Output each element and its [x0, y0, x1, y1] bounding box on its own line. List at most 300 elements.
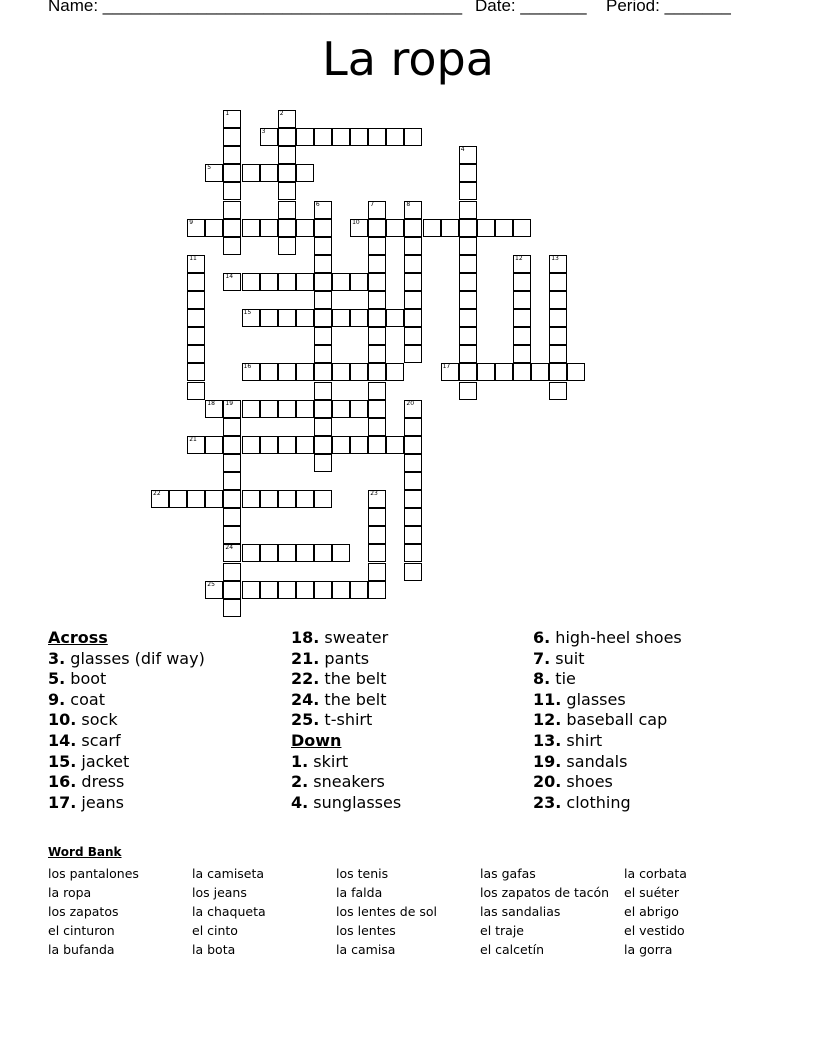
- clue-number: 12.: [533, 710, 562, 730]
- clue-item: [533, 628, 682, 649]
- word-bank-item: la bufanda: [48, 942, 115, 957]
- word-bank-item: las gafas: [480, 866, 536, 881]
- clues-column-1: [48, 628, 205, 813]
- grid-cell[interactable]: [223, 237, 241, 255]
- grid-cell[interactable]: [278, 219, 296, 237]
- grid-cell[interactable]: [368, 508, 386, 526]
- clue-number: 2.: [291, 772, 309, 792]
- grid-cell[interactable]: [386, 219, 404, 237]
- clue-number: 8.: [533, 669, 551, 689]
- clue-number: 1: [225, 110, 230, 117]
- clue-item: [533, 772, 682, 793]
- grid-cell[interactable]: [278, 436, 296, 454]
- grid-cell[interactable]: [350, 309, 368, 327]
- grid-cell[interactable]: [223, 201, 241, 219]
- grid-cell[interactable]: [278, 237, 296, 255]
- grid-cell[interactable]: [278, 363, 296, 381]
- grid-cell[interactable]: [314, 418, 332, 436]
- word-bank-item: la corbata: [624, 866, 687, 881]
- grid-cell[interactable]: [242, 436, 260, 454]
- grid-cell[interactable]: [151, 490, 169, 508]
- grid-cell[interactable]: [260, 219, 278, 237]
- grid-cell[interactable]: [278, 146, 296, 164]
- clue-number: 22.: [291, 669, 320, 689]
- grid-cell[interactable]: [223, 146, 241, 164]
- grid-cell[interactable]: [314, 581, 332, 599]
- clue-text: sweater: [319, 628, 389, 647]
- grid-cell[interactable]: [187, 382, 205, 400]
- grid-cell[interactable]: [459, 382, 477, 400]
- grid-cell[interactable]: [187, 273, 205, 291]
- grid-cell[interactable]: [205, 490, 223, 508]
- grid-cell[interactable]: [404, 219, 422, 237]
- grid-cell[interactable]: [278, 309, 296, 327]
- grid-cell[interactable]: [242, 309, 260, 327]
- clue-number: 14: [225, 272, 234, 280]
- grid-cell[interactable]: [223, 418, 241, 436]
- clue-item: [291, 793, 401, 814]
- grid-cell[interactable]: [314, 201, 332, 219]
- grid-cell[interactable]: [495, 219, 513, 237]
- grid-cell[interactable]: [404, 400, 422, 418]
- grid-cell[interactable]: [296, 273, 314, 291]
- grid-cell[interactable]: [404, 128, 422, 146]
- grid-cell[interactable]: [314, 255, 332, 273]
- clue-item: [533, 752, 682, 773]
- grid-cell[interactable]: [549, 309, 567, 327]
- grid-cell[interactable]: [314, 309, 332, 327]
- grid-cell[interactable]: [368, 219, 386, 237]
- grid-cell[interactable]: [350, 400, 368, 418]
- clue-heading: Across: [48, 628, 108, 647]
- grid-cell[interactable]: [386, 309, 404, 327]
- grid-cell[interactable]: [278, 544, 296, 562]
- grid-cell[interactable]: [314, 291, 332, 309]
- grid-cell[interactable]: [278, 110, 296, 128]
- grid-cell[interactable]: [332, 363, 350, 381]
- grid-cell[interactable]: [205, 219, 223, 237]
- grid-cell[interactable]: [368, 490, 386, 508]
- grid-cell[interactable]: [368, 418, 386, 436]
- grid-cell[interactable]: [296, 219, 314, 237]
- grid-cell[interactable]: [278, 490, 296, 508]
- grid-cell[interactable]: [477, 219, 495, 237]
- clue-number: 5.: [48, 669, 66, 689]
- grid-cell[interactable]: [260, 128, 278, 146]
- grid-cell[interactable]: [386, 363, 404, 381]
- grid-cell[interactable]: [477, 363, 495, 381]
- grid-cell[interactable]: [296, 581, 314, 599]
- grid-cell[interactable]: [513, 291, 531, 309]
- clue-number: 17.: [48, 792, 77, 812]
- grid-cell[interactable]: [423, 219, 441, 237]
- grid-cell[interactable]: [223, 273, 241, 291]
- grid-cell[interactable]: [187, 327, 205, 345]
- word-bank: [48, 864, 768, 959]
- grid-cell[interactable]: [513, 363, 531, 381]
- clue-number: 12: [515, 254, 523, 262]
- clue-text: sunglasses: [308, 792, 402, 812]
- grid-cell[interactable]: [404, 526, 422, 544]
- grid-cell[interactable]: [368, 436, 386, 454]
- word-bank-item: los pantalones: [48, 866, 139, 881]
- grid-cell[interactable]: [404, 508, 422, 526]
- grid-cell[interactable]: [332, 544, 350, 562]
- grid-cell[interactable]: [314, 454, 332, 472]
- grid-cell[interactable]: [332, 400, 350, 418]
- grid-cell[interactable]: [223, 128, 241, 146]
- grid-cell[interactable]: [368, 291, 386, 309]
- grid-cell[interactable]: [314, 400, 332, 418]
- grid-cell[interactable]: [404, 291, 422, 309]
- clue-text: the belt: [319, 689, 387, 709]
- clue-number: 25.: [291, 710, 320, 730]
- word-bank-item: la camisa: [336, 942, 396, 957]
- grid-cell[interactable]: [368, 345, 386, 363]
- clue-item: [291, 752, 401, 773]
- grid-cell[interactable]: [368, 273, 386, 291]
- clue-item: [533, 690, 682, 711]
- clue-number: 23: [370, 490, 378, 498]
- clue-text: pants: [319, 648, 370, 668]
- grid-cell[interactable]: [513, 255, 531, 273]
- word-bank-item: los tenis: [336, 866, 389, 881]
- clue-text: glasses: [561, 689, 626, 709]
- grid-cell[interactable]: [223, 599, 241, 617]
- grid-cell[interactable]: [404, 472, 422, 490]
- clue-number: 11.: [533, 689, 562, 709]
- grid-cell[interactable]: [242, 581, 260, 599]
- grid-cell[interactable]: [459, 327, 477, 345]
- grid-cell[interactable]: [260, 436, 278, 454]
- grid-cell[interactable]: [368, 128, 386, 146]
- grid-cell[interactable]: [404, 418, 422, 436]
- grid-cell[interactable]: [368, 309, 386, 327]
- grid-cell[interactable]: [404, 436, 422, 454]
- grid-cell[interactable]: [549, 327, 567, 345]
- grid-cell[interactable]: [314, 345, 332, 363]
- grid-cell[interactable]: [314, 219, 332, 237]
- grid-cell[interactable]: [242, 164, 260, 182]
- grid-cell[interactable]: [314, 382, 332, 400]
- grid-cell[interactable]: [278, 201, 296, 219]
- grid-cell[interactable]: [350, 363, 368, 381]
- grid-cell[interactable]: [187, 345, 205, 363]
- grid-cell[interactable]: [314, 327, 332, 345]
- grid-cell[interactable]: [404, 237, 422, 255]
- grid-cell[interactable]: [314, 128, 332, 146]
- word-bank-item: la camiseta: [192, 866, 265, 881]
- grid-cell[interactable]: [205, 400, 223, 418]
- clue-number: 10.: [48, 710, 77, 730]
- grid-cell[interactable]: [223, 182, 241, 200]
- grid-cell[interactable]: [332, 128, 350, 146]
- clue-item: [48, 731, 205, 752]
- grid-cell[interactable]: [314, 490, 332, 508]
- clue-number: 18.: [291, 628, 320, 647]
- name-field[interactable]: Name: ______________________________________: [48, 0, 463, 15]
- grid-cell[interactable]: [260, 400, 278, 418]
- grid-cell[interactable]: [223, 436, 241, 454]
- clue-number: 22: [153, 490, 161, 498]
- grid-cell[interactable]: [459, 273, 477, 291]
- grid-cell[interactable]: [187, 363, 205, 381]
- grid-cell[interactable]: [404, 255, 422, 273]
- grid-cell[interactable]: [368, 581, 386, 599]
- clue-number: 16.: [48, 772, 77, 792]
- clue-number: 19.: [533, 751, 562, 771]
- grid-cell[interactable]: [278, 400, 296, 418]
- grid-cell[interactable]: [368, 237, 386, 255]
- grid-cell[interactable]: [513, 219, 531, 237]
- grid-cell[interactable]: [223, 544, 241, 562]
- grid-cell[interactable]: [187, 490, 205, 508]
- clue-text: coat: [65, 689, 105, 709]
- clue-item: [48, 649, 205, 670]
- word-bank-item: la gorra: [624, 942, 673, 957]
- clue-heading: Down: [291, 730, 342, 750]
- grid-cell[interactable]: [368, 526, 386, 544]
- clue-text: suit: [550, 648, 585, 668]
- grid-cell[interactable]: [296, 544, 314, 562]
- word-bank-item: el calcetín: [480, 942, 545, 957]
- clue-text: high-heel shoes: [550, 628, 682, 647]
- grid-cell[interactable]: [513, 309, 531, 327]
- grid-cell[interactable]: [350, 436, 368, 454]
- grid-cell[interactable]: [296, 436, 314, 454]
- word-bank-item: los jeans: [192, 885, 247, 900]
- word-bank-item: la chaqueta: [192, 904, 266, 919]
- grid-cell[interactable]: [404, 327, 422, 345]
- word-bank-item: los zapatos de tacón: [480, 885, 610, 900]
- grid-cell[interactable]: [459, 255, 477, 273]
- grid-cell[interactable]: [459, 237, 477, 255]
- grid-cell[interactable]: [296, 400, 314, 418]
- clue-number: 3.: [48, 648, 66, 668]
- grid-cell[interactable]: [459, 291, 477, 309]
- grid-cell[interactable]: [404, 201, 422, 219]
- grid-cell[interactable]: [459, 309, 477, 327]
- grid-cell[interactable]: [242, 219, 260, 237]
- word-bank-item: la falda: [336, 885, 383, 900]
- grid-cell[interactable]: [296, 490, 314, 508]
- clue-number: 25: [207, 580, 215, 588]
- grid-cell[interactable]: [260, 309, 278, 327]
- grid-cell[interactable]: [404, 345, 422, 363]
- grid-cell[interactable]: [223, 526, 241, 544]
- grid-cell[interactable]: [549, 363, 567, 381]
- grid-cell[interactable]: [350, 581, 368, 599]
- clue-text: jeans: [76, 792, 124, 812]
- grid-cell[interactable]: [205, 164, 223, 182]
- grid-cell[interactable]: [368, 563, 386, 581]
- grid-cell[interactable]: [314, 544, 332, 562]
- clue-item: [533, 710, 682, 731]
- clue-text: the belt: [319, 669, 387, 689]
- grid-cell[interactable]: [278, 182, 296, 200]
- grid-cell[interactable]: [404, 273, 422, 291]
- grid-cell[interactable]: [296, 128, 314, 146]
- clue-number: 18: [207, 399, 215, 407]
- grid-cell[interactable]: [513, 345, 531, 363]
- clue-item: [291, 690, 401, 711]
- grid-cell[interactable]: [404, 490, 422, 508]
- clue-number: 2: [279, 110, 284, 117]
- grid-cell[interactable]: [260, 581, 278, 599]
- grid-cell[interactable]: [549, 273, 567, 291]
- grid-cell[interactable]: [567, 363, 585, 381]
- grid-cell[interactable]: [350, 219, 368, 237]
- grid-cell[interactable]: [332, 436, 350, 454]
- clue-text: shirt: [561, 730, 603, 750]
- word-bank-item: los zapatos: [48, 904, 119, 919]
- grid-cell[interactable]: [459, 146, 477, 164]
- clue-number: 13.: [533, 730, 562, 750]
- grid-cell[interactable]: [187, 309, 205, 327]
- grid-cell[interactable]: [350, 273, 368, 291]
- grid-cell[interactable]: [223, 110, 241, 128]
- grid-cell[interactable]: [314, 363, 332, 381]
- grid-cell[interactable]: [260, 273, 278, 291]
- grid-cell[interactable]: [549, 255, 567, 273]
- grid-cell[interactable]: [459, 182, 477, 200]
- grid-cell[interactable]: [260, 490, 278, 508]
- grid-cell[interactable]: [531, 363, 549, 381]
- grid-cell[interactable]: [368, 363, 386, 381]
- word-bank-title: Word Bank: [48, 845, 122, 859]
- grid-cell[interactable]: [332, 309, 350, 327]
- grid-cell[interactable]: [296, 164, 314, 182]
- grid-cell[interactable]: [242, 544, 260, 562]
- clue-number: 15.: [48, 751, 77, 771]
- clue-number: 20: [406, 399, 415, 407]
- clue-number: 7.: [533, 648, 551, 668]
- clue-text: baseball cap: [561, 710, 668, 730]
- grid-cell[interactable]: [350, 128, 368, 146]
- clue-number: 23.: [533, 792, 562, 812]
- word-bank-item: el cinturon: [48, 923, 115, 938]
- grid-cell[interactable]: [441, 219, 459, 237]
- grid-cell[interactable]: [459, 345, 477, 363]
- grid-cell[interactable]: [205, 436, 223, 454]
- grid-cell[interactable]: [296, 363, 314, 381]
- grid-cell[interactable]: [404, 544, 422, 562]
- period-field[interactable]: Period: _______: [606, 0, 731, 15]
- date-field[interactable]: Date: _______: [475, 0, 587, 15]
- page-title: La ropa: [322, 32, 494, 86]
- clue-number: 4: [460, 146, 465, 154]
- clue-item: [533, 731, 682, 752]
- clue-text: clothing: [561, 792, 631, 812]
- grid-cell[interactable]: [368, 382, 386, 400]
- clues-column-3: [533, 628, 682, 813]
- grid-cell[interactable]: [513, 327, 531, 345]
- grid-cell[interactable]: [459, 219, 477, 237]
- grid-cell[interactable]: [260, 363, 278, 381]
- grid-cell[interactable]: [169, 490, 187, 508]
- grid-cell[interactable]: [205, 581, 223, 599]
- grid-cell[interactable]: [242, 363, 260, 381]
- clue-number: 1.: [291, 751, 309, 771]
- grid-cell[interactable]: [368, 201, 386, 219]
- grid-cell[interactable]: [296, 309, 314, 327]
- grid-cell[interactable]: [549, 291, 567, 309]
- grid-cell[interactable]: [386, 436, 404, 454]
- clue-number: 8: [406, 200, 411, 208]
- grid-cell[interactable]: [549, 382, 567, 400]
- grid-cell[interactable]: [278, 581, 296, 599]
- grid-cell[interactable]: [495, 363, 513, 381]
- grid-cell[interactable]: [404, 309, 422, 327]
- clue-text: sock: [76, 710, 118, 730]
- grid-cell[interactable]: [223, 508, 241, 526]
- grid-cell[interactable]: [223, 472, 241, 490]
- clue-number: 24.: [291, 689, 320, 709]
- clue-number: 4.: [291, 792, 309, 812]
- grid-cell[interactable]: [223, 219, 241, 237]
- grid-cell[interactable]: [242, 400, 260, 418]
- grid-cell[interactable]: [404, 563, 422, 581]
- grid-cell[interactable]: [278, 273, 296, 291]
- clue-number: 6.: [533, 628, 551, 647]
- grid-cell[interactable]: [368, 327, 386, 345]
- grid-cell[interactable]: [459, 363, 477, 381]
- grid-cell[interactable]: [332, 273, 350, 291]
- clue-number: 13: [551, 254, 559, 262]
- clue-text: t-shirt: [319, 710, 373, 730]
- word-bank-item: el vestido: [624, 923, 685, 938]
- grid-cell[interactable]: [314, 436, 332, 454]
- grid-cell[interactable]: [242, 490, 260, 508]
- clue-number: 7: [370, 200, 375, 208]
- clue-item: [48, 669, 205, 690]
- grid-cell[interactable]: [459, 201, 477, 219]
- word-bank-item: la bota: [192, 942, 236, 957]
- clue-item: [533, 793, 682, 814]
- clue-item: [48, 752, 205, 773]
- grid-cell[interactable]: [368, 400, 386, 418]
- word-bank-item: los lentes: [336, 923, 396, 938]
- clue-text: sandals: [561, 751, 628, 771]
- grid-cell[interactable]: [314, 273, 332, 291]
- grid-cell[interactable]: [223, 164, 241, 182]
- grid-cell[interactable]: [223, 490, 241, 508]
- grid-cell[interactable]: [278, 164, 296, 182]
- grid-cell[interactable]: [187, 436, 205, 454]
- grid-cell[interactable]: [223, 454, 241, 472]
- grid-cell[interactable]: [223, 563, 241, 581]
- grid-cell[interactable]: [513, 273, 531, 291]
- grid-cell[interactable]: [278, 128, 296, 146]
- grid-cell[interactable]: [260, 164, 278, 182]
- grid-cell[interactable]: [314, 237, 332, 255]
- grid-cell[interactable]: [260, 544, 278, 562]
- grid-cell[interactable]: [459, 164, 477, 182]
- grid-cell[interactable]: [242, 273, 260, 291]
- grid-cell[interactable]: [549, 345, 567, 363]
- grid-cell[interactable]: [332, 581, 350, 599]
- grid-cell[interactable]: [187, 291, 205, 309]
- grid-cell[interactable]: [187, 219, 205, 237]
- grid-cell[interactable]: [368, 544, 386, 562]
- grid-cell[interactable]: [368, 255, 386, 273]
- grid-cell[interactable]: [223, 400, 241, 418]
- grid-cell[interactable]: [187, 255, 205, 273]
- grid-cell[interactable]: [223, 581, 241, 599]
- grid-cell[interactable]: [404, 454, 422, 472]
- grid-cell[interactable]: [441, 363, 459, 381]
- grid-cell[interactable]: [386, 128, 404, 146]
